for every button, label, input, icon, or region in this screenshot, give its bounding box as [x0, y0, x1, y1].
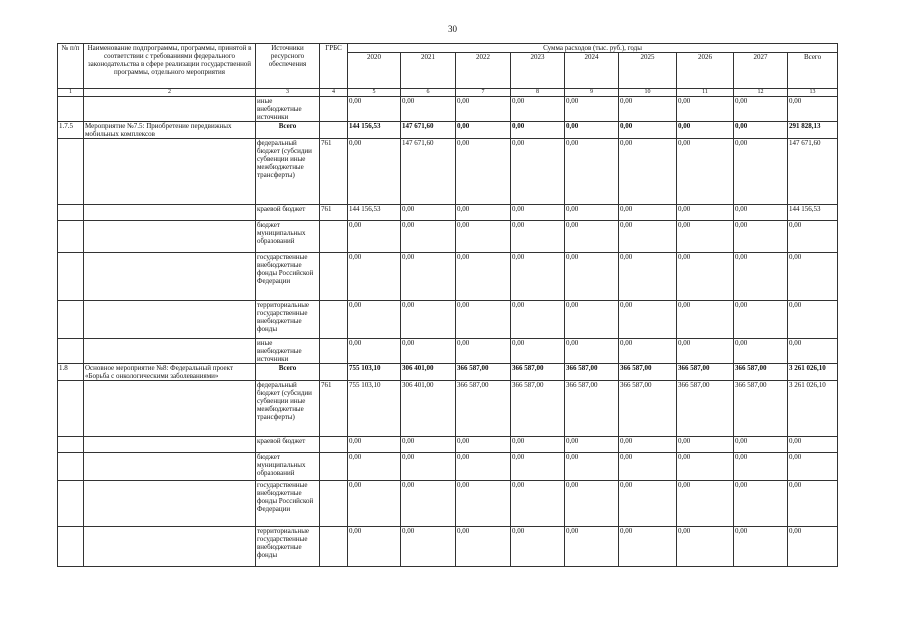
- row-grbs: [320, 122, 348, 139]
- row-value: 0,00: [734, 481, 788, 527]
- row-number: [58, 381, 84, 437]
- row-value: 0,00: [456, 437, 511, 453]
- row-name: [84, 381, 256, 437]
- row-grbs: [320, 301, 348, 339]
- row-value: 0,00: [348, 453, 401, 481]
- row-value: 0,00: [401, 527, 456, 567]
- row-value: 0,00: [511, 122, 565, 139]
- row-name: Мероприятие №7.5: Приобретение передвижных мобильных комплексов: [84, 122, 256, 139]
- row-value: 0,00: [511, 97, 565, 122]
- row-value: 0,00: [401, 205, 456, 221]
- row-value: 366 587,00: [511, 364, 565, 381]
- row-value: 0,00: [348, 437, 401, 453]
- row-value: 755 103,10: [348, 364, 401, 381]
- row-value: 0,00: [619, 481, 677, 527]
- row-value: 0,00: [677, 139, 734, 205]
- header-year: 2022: [456, 53, 511, 89]
- row-name: Основное мероприятие №8: Федеральный проект «Борьба с онкологическими заболеваниями»: [84, 364, 256, 381]
- row-value: 366 587,00: [565, 381, 619, 437]
- header-year: Всего: [788, 53, 838, 89]
- row-value: 0,00: [619, 122, 677, 139]
- row-value: 0,00: [734, 253, 788, 301]
- table-row: [58, 364, 838, 381]
- row-source: иные внебюджетные источники: [256, 339, 320, 364]
- row-value: 0,00: [348, 97, 401, 122]
- row-value: 0,00: [788, 453, 838, 481]
- row-value: 0,00: [788, 339, 838, 364]
- row-value: 147 671,60: [788, 139, 838, 205]
- row-value: 0,00: [734, 139, 788, 205]
- row-grbs: [320, 253, 348, 301]
- row-value: 0,00: [677, 437, 734, 453]
- table-header: [58, 44, 838, 97]
- column-number: 3: [256, 89, 320, 97]
- table-row: [58, 453, 838, 481]
- row-value: 0,00: [788, 97, 838, 122]
- row-value: 0,00: [348, 221, 401, 253]
- row-value: 0,00: [788, 437, 838, 453]
- row-value: 0,00: [456, 205, 511, 221]
- row-value: 0,00: [511, 301, 565, 339]
- row-source: государственные внебюджетные фонды Российской Федерации: [256, 481, 320, 527]
- row-number: [58, 205, 84, 221]
- row-value: 0,00: [788, 301, 838, 339]
- expenditure-table: [57, 43, 838, 567]
- row-value: 0,00: [456, 253, 511, 301]
- row-value: 0,00: [565, 253, 619, 301]
- row-value: 0,00: [734, 97, 788, 122]
- column-number: 9: [565, 89, 619, 97]
- row-number: [58, 437, 84, 453]
- table-row: [58, 481, 838, 527]
- row-value: 0,00: [511, 437, 565, 453]
- row-value: 0,00: [456, 97, 511, 122]
- row-value: 0,00: [456, 301, 511, 339]
- table-row: [58, 139, 838, 205]
- row-name: [84, 437, 256, 453]
- header-grbs: ГРБС: [320, 44, 348, 89]
- row-value: 0,00: [677, 481, 734, 527]
- header-year: 2024: [565, 53, 619, 89]
- row-value: 0,00: [401, 301, 456, 339]
- row-value: 3 261 026,10: [788, 381, 838, 437]
- row-value: 0,00: [734, 221, 788, 253]
- table-row: [58, 253, 838, 301]
- column-number: 1: [58, 89, 84, 97]
- row-value: 0,00: [565, 339, 619, 364]
- row-value: 0,00: [348, 481, 401, 527]
- row-value: 0,00: [619, 139, 677, 205]
- header-year: 2027: [734, 53, 788, 89]
- row-value: 0,00: [734, 437, 788, 453]
- row-value: 366 587,00: [677, 381, 734, 437]
- row-value: 0,00: [348, 527, 401, 567]
- column-number: 2: [84, 89, 256, 97]
- row-value: 0,00: [511, 253, 565, 301]
- row-grbs: [320, 221, 348, 253]
- table-row: [58, 205, 838, 221]
- column-number: 12: [734, 89, 788, 97]
- row-value: 0,00: [677, 122, 734, 139]
- row-source: федеральный бюджет (субсидии субвенции иные межбюджетные трансферты): [256, 381, 320, 437]
- row-value: 366 587,00: [619, 381, 677, 437]
- row-source: государственные внебюджетные фонды Российской Федерации: [256, 253, 320, 301]
- table-row: [58, 339, 838, 364]
- row-value: 366 587,00: [677, 364, 734, 381]
- row-number: [58, 139, 84, 205]
- row-value: 0,00: [619, 97, 677, 122]
- row-name: [84, 97, 256, 122]
- row-value: 366 587,00: [619, 364, 677, 381]
- row-value: 755 103,10: [348, 381, 401, 437]
- row-source: территориальные государственные внебюджетные фонды: [256, 527, 320, 567]
- row-value: 0,00: [734, 527, 788, 567]
- row-value: 0,00: [456, 139, 511, 205]
- row-number: [58, 339, 84, 364]
- row-source: краевой бюджет: [256, 437, 320, 453]
- column-number: 5: [348, 89, 401, 97]
- row-value: 0,00: [511, 481, 565, 527]
- row-value: 0,00: [565, 527, 619, 567]
- row-value: 291 828,13: [788, 122, 838, 139]
- row-value: 0,00: [511, 527, 565, 567]
- row-value: 366 587,00: [456, 381, 511, 437]
- row-value: 0,00: [456, 481, 511, 527]
- column-number: 13: [788, 89, 838, 97]
- row-grbs: [320, 481, 348, 527]
- row-value: 0,00: [565, 122, 619, 139]
- row-value: 0,00: [348, 301, 401, 339]
- row-name: [84, 339, 256, 364]
- row-value: 0,00: [348, 339, 401, 364]
- row-value: 0,00: [565, 301, 619, 339]
- header-year: 2020: [348, 53, 401, 89]
- row-number: 1.7.5: [58, 122, 84, 139]
- row-value: 0,00: [734, 301, 788, 339]
- row-source: иные внебюджетные источники: [256, 97, 320, 122]
- row-value: 0,00: [401, 437, 456, 453]
- row-value: 366 587,00: [456, 364, 511, 381]
- row-number: [58, 301, 84, 339]
- row-source: краевой бюджет: [256, 205, 320, 221]
- row-value: 0,00: [619, 253, 677, 301]
- row-value: 0,00: [734, 453, 788, 481]
- row-value: 0,00: [565, 437, 619, 453]
- row-grbs: [320, 453, 348, 481]
- row-grbs: 761: [320, 381, 348, 437]
- row-value: 144 156,53: [788, 205, 838, 221]
- header-source: Источники ресурсного обеспечения: [256, 44, 320, 89]
- row-number: [58, 253, 84, 301]
- row-value: 306 401,00: [401, 381, 456, 437]
- row-value: 0,00: [456, 339, 511, 364]
- row-grbs: [320, 364, 348, 381]
- row-number: [58, 453, 84, 481]
- row-grbs: [320, 339, 348, 364]
- row-value: 0,00: [677, 301, 734, 339]
- row-value: 0,00: [565, 97, 619, 122]
- row-value: 0,00: [677, 221, 734, 253]
- row-value: 0,00: [619, 339, 677, 364]
- row-value: 0,00: [565, 453, 619, 481]
- row-value: 0,00: [401, 453, 456, 481]
- header-year: 2025: [619, 53, 677, 89]
- header-sum-group: Сумма расходов (тыс. руб.), годы: [348, 44, 838, 53]
- row-value: 0,00: [788, 253, 838, 301]
- row-grbs: [320, 527, 348, 567]
- row-name: [84, 253, 256, 301]
- row-number: [58, 527, 84, 567]
- table-row: [58, 381, 838, 437]
- row-value: 0,00: [677, 453, 734, 481]
- column-number: 4: [320, 89, 348, 97]
- row-value: 0,00: [401, 481, 456, 527]
- row-value: 0,00: [619, 527, 677, 567]
- row-value: 0,00: [619, 453, 677, 481]
- row-name: [84, 205, 256, 221]
- row-value: 0,00: [565, 481, 619, 527]
- column-number: 7: [456, 89, 511, 97]
- row-number: [58, 97, 84, 122]
- table-row: [58, 527, 838, 567]
- row-value: 147 671,60: [401, 122, 456, 139]
- row-name: [84, 139, 256, 205]
- row-value: 144 156,53: [348, 122, 401, 139]
- row-value: 0,00: [565, 205, 619, 221]
- row-value: 0,00: [677, 205, 734, 221]
- row-number: [58, 221, 84, 253]
- row-source: Всего: [256, 364, 320, 381]
- row-value: 144 156,53: [348, 205, 401, 221]
- row-value: 366 587,00: [734, 364, 788, 381]
- row-value: 0,00: [511, 453, 565, 481]
- row-value: 0,00: [619, 205, 677, 221]
- row-value: 0,00: [456, 453, 511, 481]
- row-number: [58, 481, 84, 527]
- row-source: бюджет муниципальных образований: [256, 221, 320, 253]
- row-name: [84, 221, 256, 253]
- row-value: 0,00: [788, 481, 838, 527]
- row-value: 0,00: [677, 527, 734, 567]
- row-value: 0,00: [788, 221, 838, 253]
- row-grbs: [320, 437, 348, 453]
- row-value: 147 671,60: [401, 139, 456, 205]
- row-value: 0,00: [456, 527, 511, 567]
- header-year: 2021: [401, 53, 456, 89]
- row-value: 0,00: [619, 301, 677, 339]
- row-grbs: 761: [320, 139, 348, 205]
- column-number: 11: [677, 89, 734, 97]
- row-value: 0,00: [565, 221, 619, 253]
- row-value: 0,00: [348, 139, 401, 205]
- row-value: 0,00: [401, 253, 456, 301]
- row-source: территориальные государственные внебюджетные фонды: [256, 301, 320, 339]
- column-number: 8: [511, 89, 565, 97]
- row-value: 366 587,00: [734, 381, 788, 437]
- table-row: [58, 97, 838, 122]
- row-value: 0,00: [511, 221, 565, 253]
- row-value: 0,00: [677, 339, 734, 364]
- row-value: 0,00: [734, 205, 788, 221]
- row-source: Всего: [256, 122, 320, 139]
- row-value: 0,00: [677, 97, 734, 122]
- header-year: 2023: [511, 53, 565, 89]
- row-source: бюджет муниципальных образований: [256, 453, 320, 481]
- header-number: № п/п: [58, 44, 84, 89]
- row-value: 0,00: [565, 139, 619, 205]
- table-row: [58, 301, 838, 339]
- row-value: 366 587,00: [565, 364, 619, 381]
- row-value: 0,00: [511, 339, 565, 364]
- row-value: 306 401,00: [401, 364, 456, 381]
- row-value: 0,00: [677, 253, 734, 301]
- row-value: 0,00: [511, 139, 565, 205]
- row-name: [84, 527, 256, 567]
- column-number: 6: [401, 89, 456, 97]
- row-value: 0,00: [348, 253, 401, 301]
- row-grbs: [320, 97, 348, 122]
- row-grbs: 761: [320, 205, 348, 221]
- row-number: 1.8: [58, 364, 84, 381]
- row-value: 0,00: [456, 221, 511, 253]
- row-value: 3 261 026,10: [788, 364, 838, 381]
- table-row: [58, 221, 838, 253]
- row-source: федеральный бюджет (субсидии субвенции иные межбюджетные трансферты): [256, 139, 320, 205]
- row-value: 0,00: [619, 437, 677, 453]
- table-row: [58, 437, 838, 453]
- row-value: 0,00: [401, 221, 456, 253]
- row-value: 0,00: [788, 527, 838, 567]
- row-value: 366 587,00: [511, 381, 565, 437]
- row-name: [84, 481, 256, 527]
- row-value: 0,00: [734, 339, 788, 364]
- row-name: [84, 453, 256, 481]
- row-value: 0,00: [619, 221, 677, 253]
- header-year: 2026: [677, 53, 734, 89]
- table-row: [58, 122, 838, 139]
- row-value: 0,00: [511, 205, 565, 221]
- page-number: 30: [448, 24, 457, 34]
- row-value: 0,00: [456, 122, 511, 139]
- row-value: 0,00: [401, 97, 456, 122]
- row-name: [84, 301, 256, 339]
- header-name: Наименование подпрограммы, программы, принятой в соответствии с требованиями федерального законодательства в сфере реализации государственной программы, отдельного мероприятия: [84, 44, 256, 89]
- column-number: 10: [619, 89, 677, 97]
- row-value: 0,00: [401, 339, 456, 364]
- row-value: 0,00: [734, 122, 788, 139]
